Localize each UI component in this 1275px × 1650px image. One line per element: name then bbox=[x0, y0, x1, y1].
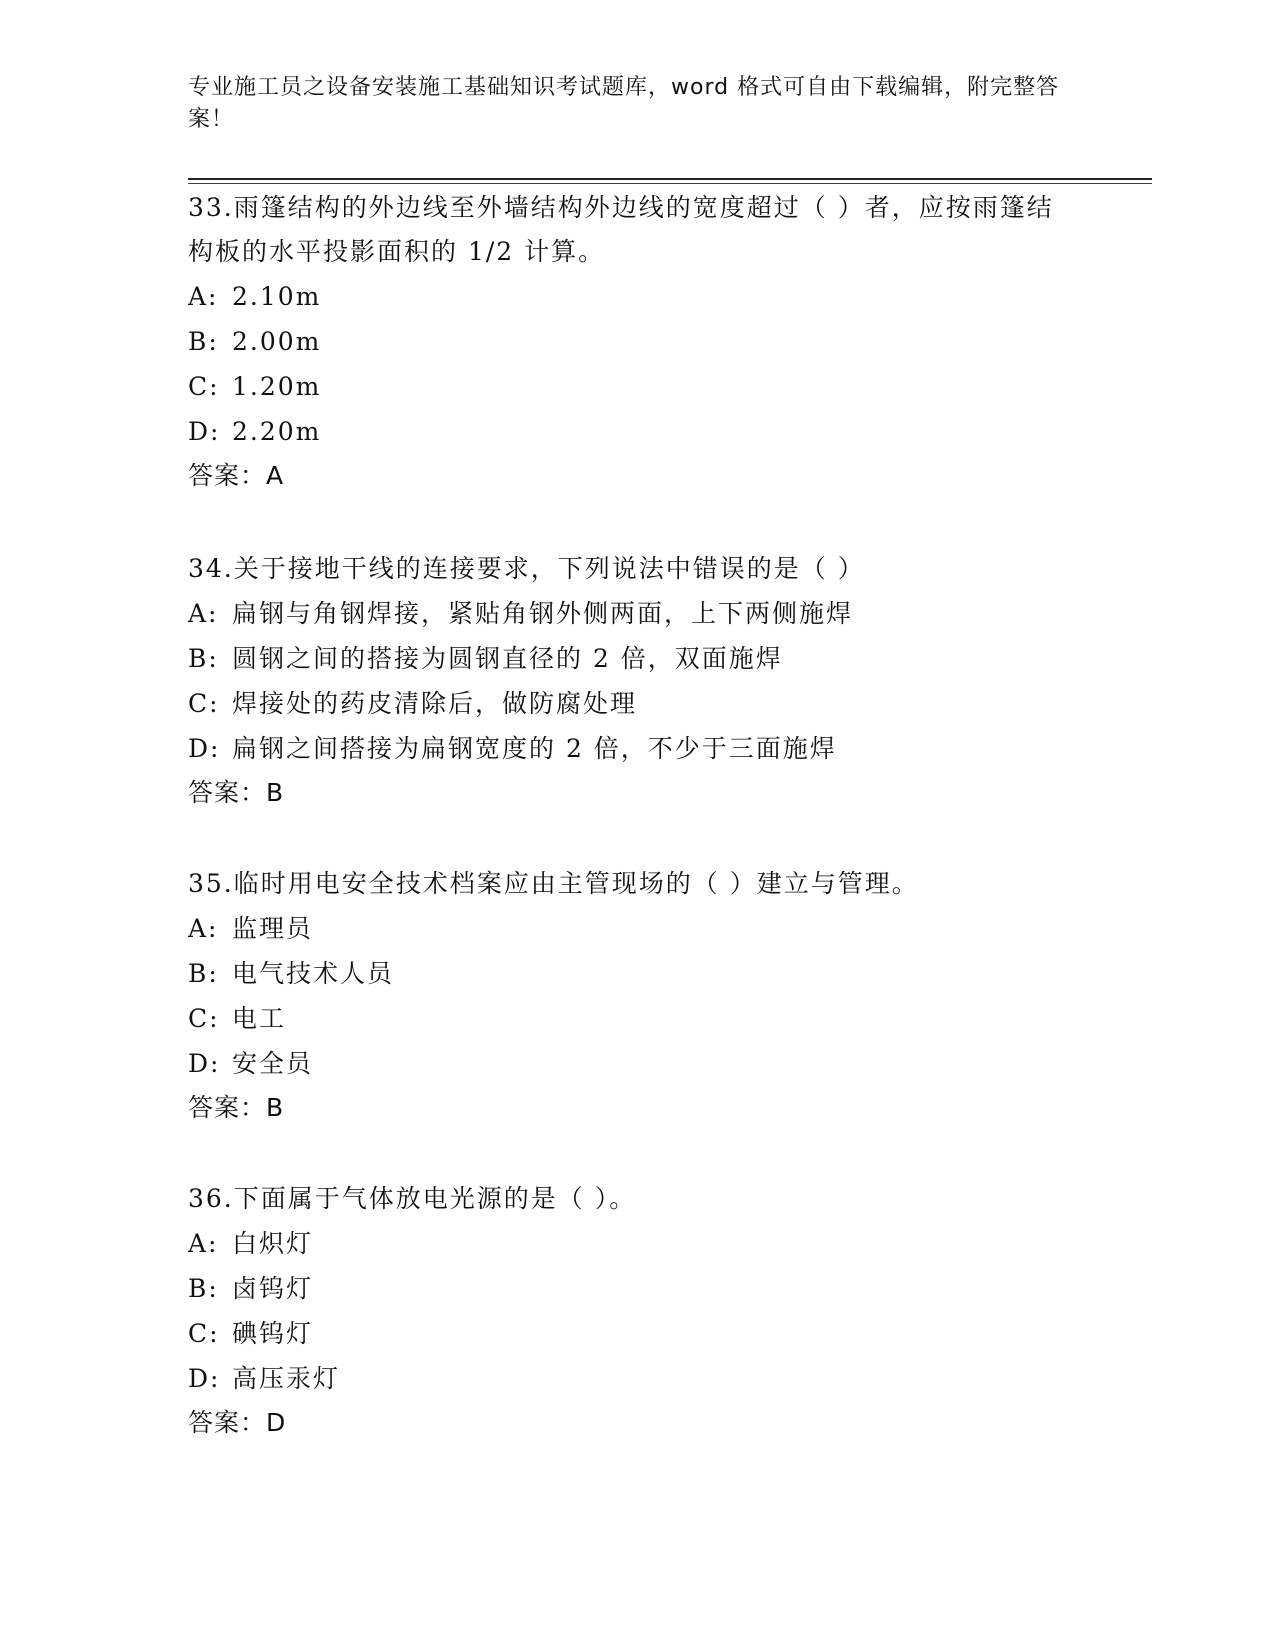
option-text: 电气技术人员 bbox=[232, 959, 395, 988]
option-text: 安全员 bbox=[232, 1049, 314, 1078]
option-letter: D: bbox=[188, 734, 221, 763]
option-d bbox=[188, 726, 1068, 771]
answer-label: 答案：B bbox=[188, 778, 285, 807]
option-letter: B: bbox=[188, 644, 219, 673]
option-b bbox=[188, 1266, 1068, 1311]
option-d bbox=[188, 409, 1068, 454]
option-letter: A: bbox=[188, 599, 219, 628]
question-35 bbox=[188, 862, 1068, 1130]
option-letter: C: bbox=[188, 1319, 220, 1348]
option-letter: B: bbox=[188, 959, 219, 988]
option-d bbox=[188, 1356, 1068, 1401]
option-c bbox=[188, 996, 1068, 1041]
option-letter: D: bbox=[188, 1049, 221, 1078]
question-36 bbox=[188, 1177, 1068, 1445]
option-text: 碘钨灯 bbox=[232, 1319, 314, 1348]
answer-label: 答案：B bbox=[188, 1093, 285, 1122]
option-b bbox=[188, 636, 1068, 681]
option-a bbox=[188, 591, 1068, 636]
answer-label: 答案：A bbox=[188, 461, 285, 490]
option-b bbox=[188, 951, 1068, 996]
option-letter: C: bbox=[188, 372, 220, 401]
question-33 bbox=[188, 186, 1068, 498]
option-text: 卤钨灯 bbox=[232, 1274, 314, 1303]
option-letter: B: bbox=[188, 1274, 219, 1303]
option-letter: D: bbox=[188, 1364, 221, 1393]
document-header: 专业施工员之设备安装施工基础知识考试题库，word 格式可自由下载编辑，附完整答案！ bbox=[188, 75, 1060, 132]
option-c bbox=[188, 1311, 1068, 1356]
option-c bbox=[188, 364, 1068, 409]
option-letter: A: bbox=[188, 282, 219, 311]
option-letter: C: bbox=[188, 689, 220, 718]
option-text: 高压汞灯 bbox=[232, 1364, 341, 1393]
option-text: 焊接处的药皮清除后，做防腐处理 bbox=[232, 689, 638, 718]
option-letter: B: bbox=[188, 327, 219, 356]
option-letter: A: bbox=[188, 914, 219, 943]
option-text: 扁钢之间搭接为扁钢宽度的 2 倍，不少于三面施焊 bbox=[232, 734, 837, 763]
option-text: 2.00m bbox=[232, 327, 322, 356]
option-text: 白炽灯 bbox=[232, 1229, 314, 1258]
option-text: 1.20m bbox=[232, 372, 322, 401]
header-divider-thick bbox=[188, 178, 1152, 180]
option-text: 2.20m bbox=[232, 417, 322, 446]
option-text: 2.10m bbox=[232, 282, 322, 311]
option-b bbox=[188, 319, 1068, 364]
option-letter: C: bbox=[188, 1004, 220, 1033]
option-a bbox=[188, 274, 1068, 319]
question-stem: 34.关于接地干线的连接要求，下列说法中错误的是（ ） bbox=[188, 554, 865, 583]
option-text: 监理员 bbox=[232, 914, 314, 943]
header-divider-thin bbox=[188, 183, 1152, 184]
option-text: 电工 bbox=[232, 1004, 287, 1033]
option-text: 圆钢之间的搭接为圆钢直径的 2 倍，双面施焊 bbox=[232, 644, 783, 673]
option-letter: A: bbox=[188, 1229, 219, 1258]
question-34 bbox=[188, 547, 1068, 815]
option-letter: D: bbox=[188, 417, 221, 446]
option-text: 扁钢与角钢焊接，紧贴角钢外侧两面，上下两侧施焊 bbox=[232, 599, 854, 628]
option-c bbox=[188, 681, 1068, 726]
question-stem: 36.下面属于气体放电光源的是（ ）。 bbox=[188, 1184, 637, 1213]
option-d bbox=[188, 1041, 1068, 1086]
option-a bbox=[188, 906, 1068, 951]
answer-label: 答案：D bbox=[188, 1408, 287, 1437]
option-a bbox=[188, 1221, 1068, 1266]
question-stem: 33.雨篷结构的外边线至外墙结构外边线的宽度超过（ ）者，应按雨篷结构板的水平投影面积的 1/2 计算。 bbox=[188, 193, 1054, 266]
question-stem: 35.临时用电安全技术档案应由主管现场的（ ）建立与管理。 bbox=[188, 869, 919, 898]
